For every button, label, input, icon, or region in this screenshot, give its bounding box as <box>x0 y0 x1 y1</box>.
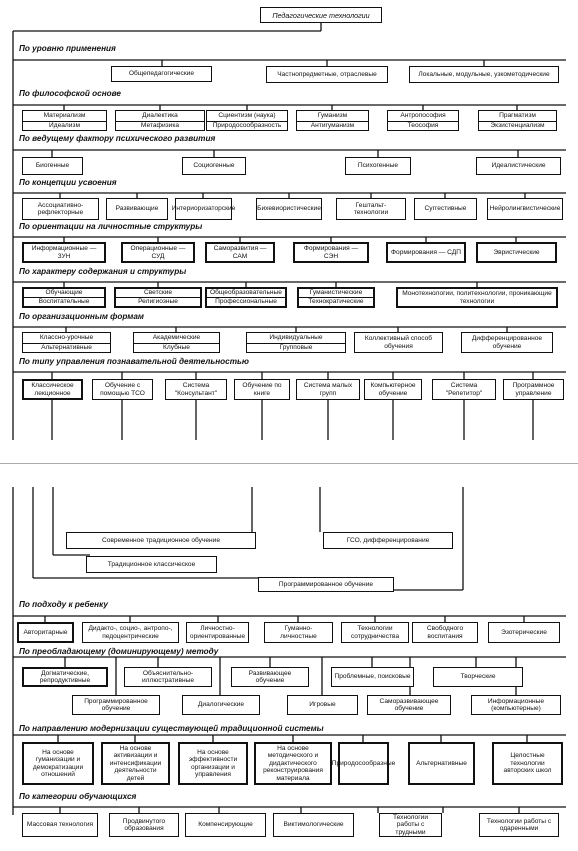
box-scientism-naturalness <box>206 110 288 131</box>
box-authoritarian: Авторитарные <box>17 622 74 643</box>
box-humanistic-technocratic <box>297 287 375 308</box>
box-biogenic: Биогенные <box>22 157 83 175</box>
box-pragmatism-existentialism <box>478 110 557 131</box>
materialism-label: Материализм <box>43 112 86 120</box>
heading-content-structure: По характеру содержания и структуры <box>19 267 189 276</box>
box-idealistic: Идеалистические <box>476 157 561 175</box>
heading-management-type: По типу управления познавательной деятельностью <box>19 357 252 366</box>
dialectics-label: Диалектика <box>142 112 178 120</box>
box-traditional-classic: Традиционное классическое <box>86 556 217 573</box>
box-monotechnologies: Монотехнологии, политехнологии, проникающие технологии <box>396 287 558 308</box>
box-developing: Развивающие <box>106 198 168 220</box>
box-collective-method: Коллективный способ обучения <box>354 332 443 353</box>
general-education-label: Общеобразовательные <box>210 289 282 297</box>
box-esoteric: Эзотерические <box>488 622 560 643</box>
box-consultant-system: Система "Консультант" <box>165 379 227 400</box>
box-book-learning: Обучение по книге <box>234 379 290 400</box>
box-difficult-children: Технологии работы с трудными <box>379 813 442 837</box>
box-associative-reflex: Ассоциативно-рефлекторные <box>22 198 99 220</box>
diagram-title: Педагогические технологии <box>260 7 382 23</box>
box-psychogenic: Психогенные <box>345 157 411 175</box>
box-tutor-system: Система "Репетитор" <box>432 379 496 400</box>
box-problem-search: Проблемные, поисковые <box>331 667 414 687</box>
box-person-oriented: Личностно-ориентированные <box>186 622 249 643</box>
box-alternative-tech: Альтернативные <box>408 742 475 785</box>
box-small-groups: Система малых групп <box>296 379 360 400</box>
individual-label: Индивидуальные <box>269 334 323 342</box>
box-efficiency: На основе эффективности организации и управления <box>178 742 248 785</box>
anthroposophy-label: Антропософия <box>400 112 446 120</box>
box-dogmatic: Догматические, репродуктивные <box>22 667 108 687</box>
box-game: Игровые <box>287 695 358 715</box>
box-behaviorist: Бихевиористические <box>256 198 322 220</box>
box-formation-sen: Формирования — СЭН <box>293 242 369 263</box>
box-individual-group <box>246 332 346 353</box>
box-dialectics-metaphysics <box>115 110 205 131</box>
box-modern-traditional: Современное традиционное обучение <box>66 532 256 549</box>
box-nature-conform: Природосообразные <box>338 742 389 785</box>
box-formation-sdp: Формирования — СДП <box>386 242 466 263</box>
box-mass-technology: Массовая технология <box>22 813 98 837</box>
metaphysics-label: Метафизика <box>116 121 204 129</box>
heading-philosophical-basis: По философской основе <box>19 89 124 98</box>
box-explanatory: Объяснительно-иллюстративные <box>124 667 212 687</box>
heading-modernization: По направлению модернизации существующей традиционной системы <box>19 724 327 733</box>
box-developing-learning: Развивающее обучение <box>231 667 309 687</box>
humanism-label: Гуманизм <box>317 112 348 120</box>
box-materialism-idealism <box>22 110 107 131</box>
box-activation: На основе активизации и интенсификации деятельности детей <box>101 742 170 785</box>
heading-psychic-factor: По ведущему фактору психического развития <box>19 134 218 143</box>
box-humanism-antihumanism <box>296 110 369 131</box>
naturalness-label: Природосообразность <box>207 121 287 129</box>
box-programmed-learning: Программированное обучение <box>258 577 394 592</box>
professional-label: Профессиональные <box>207 297 285 305</box>
club-label: Клубные <box>134 343 219 351</box>
box-sociogenic: Социогенные <box>182 157 246 175</box>
box-author-schools: Целостные технологии авторских школ <box>492 742 563 785</box>
box-humanization: На основе гуманизации и демократизации отношений <box>22 742 94 785</box>
box-local-modular: Локальные, модульные, узкометодические <box>409 66 559 83</box>
box-general-professional <box>205 287 287 308</box>
box-gestalt: Гештальт-технологии <box>336 198 406 220</box>
box-humane-personal: Гуманно-личностные <box>264 622 333 643</box>
box-methodical-reconstruction: На основе методического и дидактического реконструирования материала <box>254 742 332 785</box>
box-interiorization: Интериоризаторские <box>175 198 232 220</box>
box-tso-learning: Обучение с помощью ТСО <box>92 379 153 400</box>
box-anthroposophy-theosophy <box>387 110 459 131</box>
theosophy-label: Теософия <box>388 121 458 129</box>
box-teaching-educational <box>22 287 106 308</box>
box-suggestive: Суггестивные <box>414 198 477 220</box>
religious-label: Религиозные <box>116 297 200 305</box>
secular-label: Светские <box>143 289 173 297</box>
box-class-lesson-alternative <box>22 332 111 353</box>
box-didactocentric: Дидакто-, социо-, антропо-, педоцентрические <box>82 622 179 643</box>
box-self-developing: Саморазвивающее обучение <box>367 695 451 715</box>
box-secular-religious <box>114 287 202 308</box>
heading-learner-category: По категории обучающихся <box>19 792 139 801</box>
humanistic-label: Гуманистические <box>309 289 363 297</box>
box-creative: Творческие <box>433 667 523 687</box>
idealism-label: Идеализм <box>23 121 106 129</box>
heading-assimilation-concept: По концепции усвоения <box>19 178 120 187</box>
page-break-gap <box>0 452 578 482</box>
technocratic-label: Технократические <box>299 297 373 305</box>
box-informational-zun: Информационные — ЗУН <box>22 242 106 263</box>
box-dialogic: Диалогические <box>182 695 260 715</box>
box-cooperation: Технологии сотрудничества <box>341 622 409 643</box>
heading-organizational-forms: По организационным формам <box>19 312 147 321</box>
box-general-pedagogical: Общепедагогические <box>111 66 212 82</box>
academic-label: Академические <box>152 334 201 342</box>
heading-personal-structures: По ориентации на личностные структуры <box>19 222 205 231</box>
box-self-development-sam: Саморазвития — САМ <box>205 242 275 263</box>
heading-child-approach: По подходу к ребенку <box>19 600 111 609</box>
alternative-label: Альтернативные <box>23 343 110 351</box>
box-differentiated-learning: Дифференцированное обучение <box>461 332 553 353</box>
heading-dominant-method: По преобладающему (доминирующему) методу <box>19 647 221 656</box>
box-subject-specific: Частнопредметные, отраслевые <box>266 66 388 83</box>
box-operational-sud: Операционные — СУД <box>121 242 195 263</box>
box-gso-differentiation: ГСО, дифференцирование <box>323 532 453 549</box>
box-heuristic: Эвристические <box>476 242 557 263</box>
box-informational-computer: Информационные (компьютерные) <box>471 695 561 715</box>
box-advanced-education: Продвинутого образования <box>109 813 179 837</box>
box-free-upbringing: Свободного воспитания <box>412 622 478 643</box>
box-programmed-method: Программированное обучение <box>72 695 160 715</box>
educational-label: Воспитательные <box>24 297 104 305</box>
box-computer-learning: Компьютерное обучение <box>364 379 422 400</box>
box-compensating: Компенсирующие <box>185 813 266 837</box>
box-academic-club <box>133 332 220 353</box>
box-gifted-children: Технологии работы с одаренными <box>479 813 559 837</box>
teaching-label: Обучающие <box>45 289 83 297</box>
box-neurolinguistic: Нейролингвистические <box>487 198 563 220</box>
existentialism-label: Экзистенциализм <box>479 121 556 129</box>
box-program-control: Программное управление <box>503 379 564 400</box>
antihumanism-label: Антигуманизм <box>297 121 368 129</box>
box-victimological: Виктимологические <box>273 813 354 837</box>
page-tear-line <box>0 463 578 464</box>
group-label: Групповые <box>247 343 345 351</box>
heading-application-level: По уровню применения <box>19 44 119 53</box>
pragmatism-label: Прагматизм <box>499 112 536 120</box>
box-classic-lecture: Классическое лекционное <box>22 379 83 400</box>
class-lesson-label: Классно-урочные <box>39 334 94 342</box>
scientism-label: Сциентизм (наука) <box>218 112 276 120</box>
